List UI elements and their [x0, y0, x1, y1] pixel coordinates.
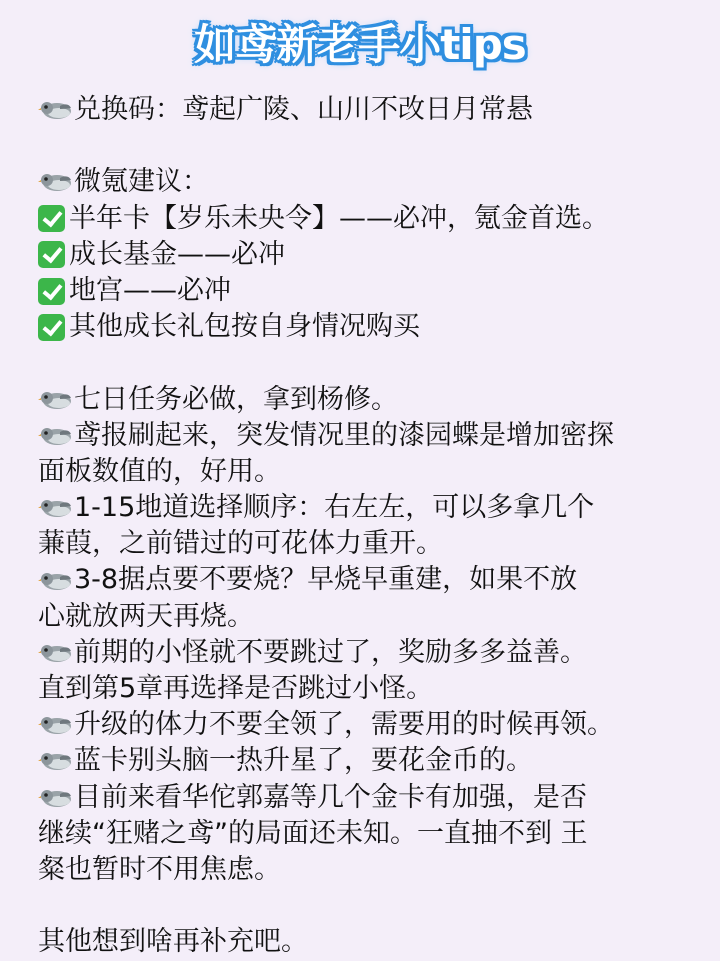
bird-icon [38, 571, 72, 591]
tip-line [38, 382, 698, 418]
blank-line [38, 128, 698, 164]
bird-icon [38, 426, 72, 446]
tip-line [38, 526, 698, 562]
tip-line [38, 743, 698, 779]
tip-line [38, 490, 698, 526]
tip-line [38, 309, 698, 345]
bird-icon [38, 788, 72, 808]
tip-line [38, 237, 698, 273]
tip-text: 前期的小怪就不要跳过了，奖励多多益善。 [74, 636, 587, 668]
bird-icon [38, 100, 72, 120]
bird-icon [38, 172, 72, 192]
tip-text: 半年卡【岁乐未央令】——必冲，氪金首选。 [69, 202, 609, 234]
bird-icon [38, 751, 72, 771]
blank-line [38, 888, 698, 924]
tip-text: 面板数值的，好用。 [38, 455, 281, 487]
tip-text: 地宫——必冲 [69, 274, 231, 306]
tip-line [38, 816, 698, 852]
check-mark-icon [38, 278, 65, 305]
check-mark-icon [38, 205, 65, 232]
tip-text: 蓝卡别头脑一热升星了，要花金币的。 [74, 745, 533, 777]
tip-text: 蒹葭，之前错过的可花体力重开。 [38, 528, 443, 560]
bird-icon [38, 715, 72, 735]
tip-text: 升级的体力不要全领了，需要用的时候再领。 [74, 709, 614, 741]
tip-text: 其他成长礼包按自身情况购买 [69, 311, 420, 343]
tip-line [38, 599, 698, 635]
tip-line [38, 92, 698, 128]
tips-body [38, 92, 698, 961]
tip-line [38, 454, 698, 490]
tip-text: 兑换码：鸢起广陵、山川不改日月常悬 [74, 94, 533, 125]
tip-line [38, 164, 698, 200]
bird-icon [38, 498, 72, 518]
bird-icon [38, 643, 72, 663]
check-mark-icon [38, 314, 65, 341]
tip-line [38, 562, 698, 598]
tip-text: 成长基金——必冲 [69, 238, 285, 270]
tip-text: 直到第5章再选择是否跳过小怪。 [38, 673, 434, 704]
tip-line [38, 671, 698, 707]
page-title: 如鸢新老手小tips [194, 20, 526, 69]
tip-text: 粲也暂时不用焦虑。 [38, 853, 281, 885]
tip-line [38, 852, 698, 888]
tip-text: 其他想到啥再补充吧。 [38, 926, 308, 958]
tip-line [38, 201, 698, 237]
tip-text: 1-15地道选择顺序：右左左，可以多拿几个 [74, 492, 595, 524]
tip-text: 微氪建议： [74, 166, 209, 198]
tip-line [38, 418, 698, 454]
tip-line [38, 707, 698, 743]
tip-line [38, 924, 698, 960]
tip-text: 3-8据点要不要烧？早烧早重建，如果不放 [74, 564, 578, 596]
check-mark-icon [38, 241, 65, 268]
tip-text: 七日任务必做，拿到杨修。 [74, 383, 398, 415]
tip-line [38, 635, 698, 671]
tip-line [38, 273, 698, 309]
tip-text: 继续“狂赌之鸢”的局面还未知。一直抽不到 王 [38, 817, 588, 849]
tip-text: 目前来看华佗郭嘉等几个金卡有加强，是否 [74, 781, 587, 813]
blank-line [38, 345, 698, 381]
tip-text: 心就放两天再烧。 [38, 600, 254, 632]
tip-line [38, 780, 698, 816]
tip-text: 鸢报刷起来，突发情况里的漆园蝶是增加密探 [74, 419, 614, 451]
bird-icon [38, 390, 72, 410]
